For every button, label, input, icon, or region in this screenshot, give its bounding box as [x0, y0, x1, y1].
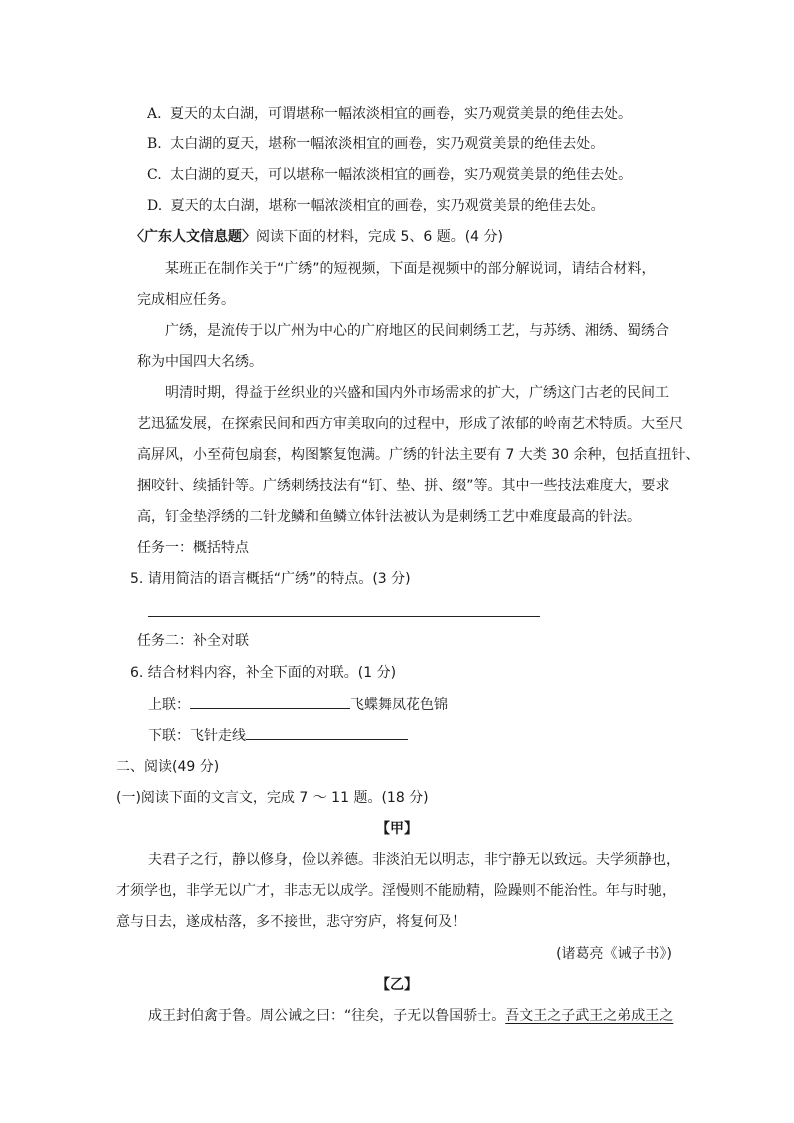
task2-title: 任务二：补全对联: [137, 633, 249, 649]
question-6: 6. 结合材料内容，补全下面的对联。(1 分): [130, 665, 397, 681]
yi-underlined-text: 吾文王之子武王之弟成王之: [505, 1008, 674, 1024]
jia-source: (诸葛亮《诫子书》): [556, 946, 672, 962]
material-paragraph-2: 广绣，是流传于以广州为中心的广府地区的民间刺绣工艺，与苏绣、湘绣、蜀绣合: [165, 323, 669, 339]
yi-text: 成王封伯禽于鲁。周公诫之曰：“往矣，子无以鲁国骄士。: [148, 1008, 506, 1024]
option-text: 夏天的太白湖，堪称一幅浓淡相宜的画卷，实乃观赏美景的绝佳去处。: [170, 198, 605, 214]
couplet-lower-label: 下联：: [148, 728, 190, 744]
material-paragraph-3-line: 捆咬针、续插针等。广绣刺绣技法有“钉、垫、拼、缀”等。其中一些技法难度大，要求: [137, 478, 670, 494]
option-text: 太白湖的夏天，可以堪称一幅浓淡相宜的画卷，实乃观赏美景的绝佳去处。: [170, 167, 633, 183]
question-intro: [130, 227, 503, 247]
material-paragraph-2-cont: 称为中国四大名绣。: [137, 354, 263, 370]
option-text: 夏天的太白湖，可谓堪称一幅浓淡相宜的画卷，实乃观赏美景的绝佳去处。: [170, 106, 633, 122]
material-paragraph-1: 某班正在制作关于“广绣”的短视频，下面是视频中的部分解说词，请结合材料，: [165, 261, 656, 277]
option-d: [147, 196, 605, 216]
couplet-lower-blank[interactable]: [246, 725, 408, 740]
couplet-upper-blank[interactable]: [190, 694, 350, 709]
option-letter: C.: [147, 167, 162, 183]
jia-heading: 【甲】: [376, 821, 418, 837]
option-text: 太白湖的夏天，堪称一幅浓淡相宜的画卷，实乃观赏美景的绝佳去处。: [170, 136, 605, 152]
question-5: 5. 请用简洁的语言概括“广绣”的特点。(3 分): [130, 571, 411, 587]
material-paragraph-3-line: 高屏风，小至荷包扇套，构图繁复饱满。广绣的针法主要有 7 大类 30 余种，包括直扭针、: [137, 447, 700, 463]
couplet-upper-text: 飞蝶舞凤花色锦: [350, 697, 448, 713]
yi-heading: 【乙】: [376, 977, 418, 993]
couplet-upper: [148, 694, 448, 714]
option-a: [147, 104, 632, 124]
jia-line: 意与日去，遂成枯落，多不接世，悲守穷庐，将复何及！: [116, 914, 466, 930]
answer-line-q5[interactable]: [148, 600, 540, 617]
material-paragraph-1-cont: 完成相应任务。: [137, 292, 235, 308]
section-2-sub: (一)阅读下面的文言文，完成 7 ～ 11 题。(18 分): [116, 790, 429, 806]
jia-line: 才须学也，非学无以广才，非志无以成学。淫慢则不能励精，险躁则不能治性。年与时驰，: [116, 883, 676, 899]
jia-line: 夫君子之行，静以修身，俭以养德。非淡泊无以明志，非宁静无以致远。夫学须静也，: [148, 852, 680, 868]
yi-line: [148, 1006, 673, 1026]
option-c: [147, 165, 632, 185]
couplet-upper-label: 上联：: [148, 697, 190, 713]
source-tag: 〈广东人文信息题〉: [130, 229, 256, 245]
task1-title: 任务一：概括特点: [137, 540, 249, 556]
option-b: [147, 134, 604, 154]
material-paragraph-3-line: 艺迅猛发展，在探索民间和西方审美取向的过程中，形成了浓郁的岭南艺术特质。大至尺: [137, 416, 683, 432]
option-letter: D.: [147, 198, 163, 214]
material-paragraph-3-line: 高，钉金垫浮绣的二针龙鳞和鱼鳞立体针法被认为是刺绣工艺中难度最高的针法。: [137, 509, 641, 525]
material-paragraph-3: 明清时期，得益于丝织业的兴盛和国内外市场需求的扩大，广绣这门古老的民间工: [165, 385, 669, 401]
couplet-lower: [148, 725, 408, 745]
section-2-title: 二、阅读(49 分): [116, 759, 220, 775]
intro-text: 阅读下面的材料，完成 5、6 题。(4 分): [256, 229, 503, 245]
option-letter: B.: [147, 136, 162, 152]
option-letter: A.: [147, 106, 162, 122]
couplet-lower-text: 飞针走线: [190, 728, 246, 744]
